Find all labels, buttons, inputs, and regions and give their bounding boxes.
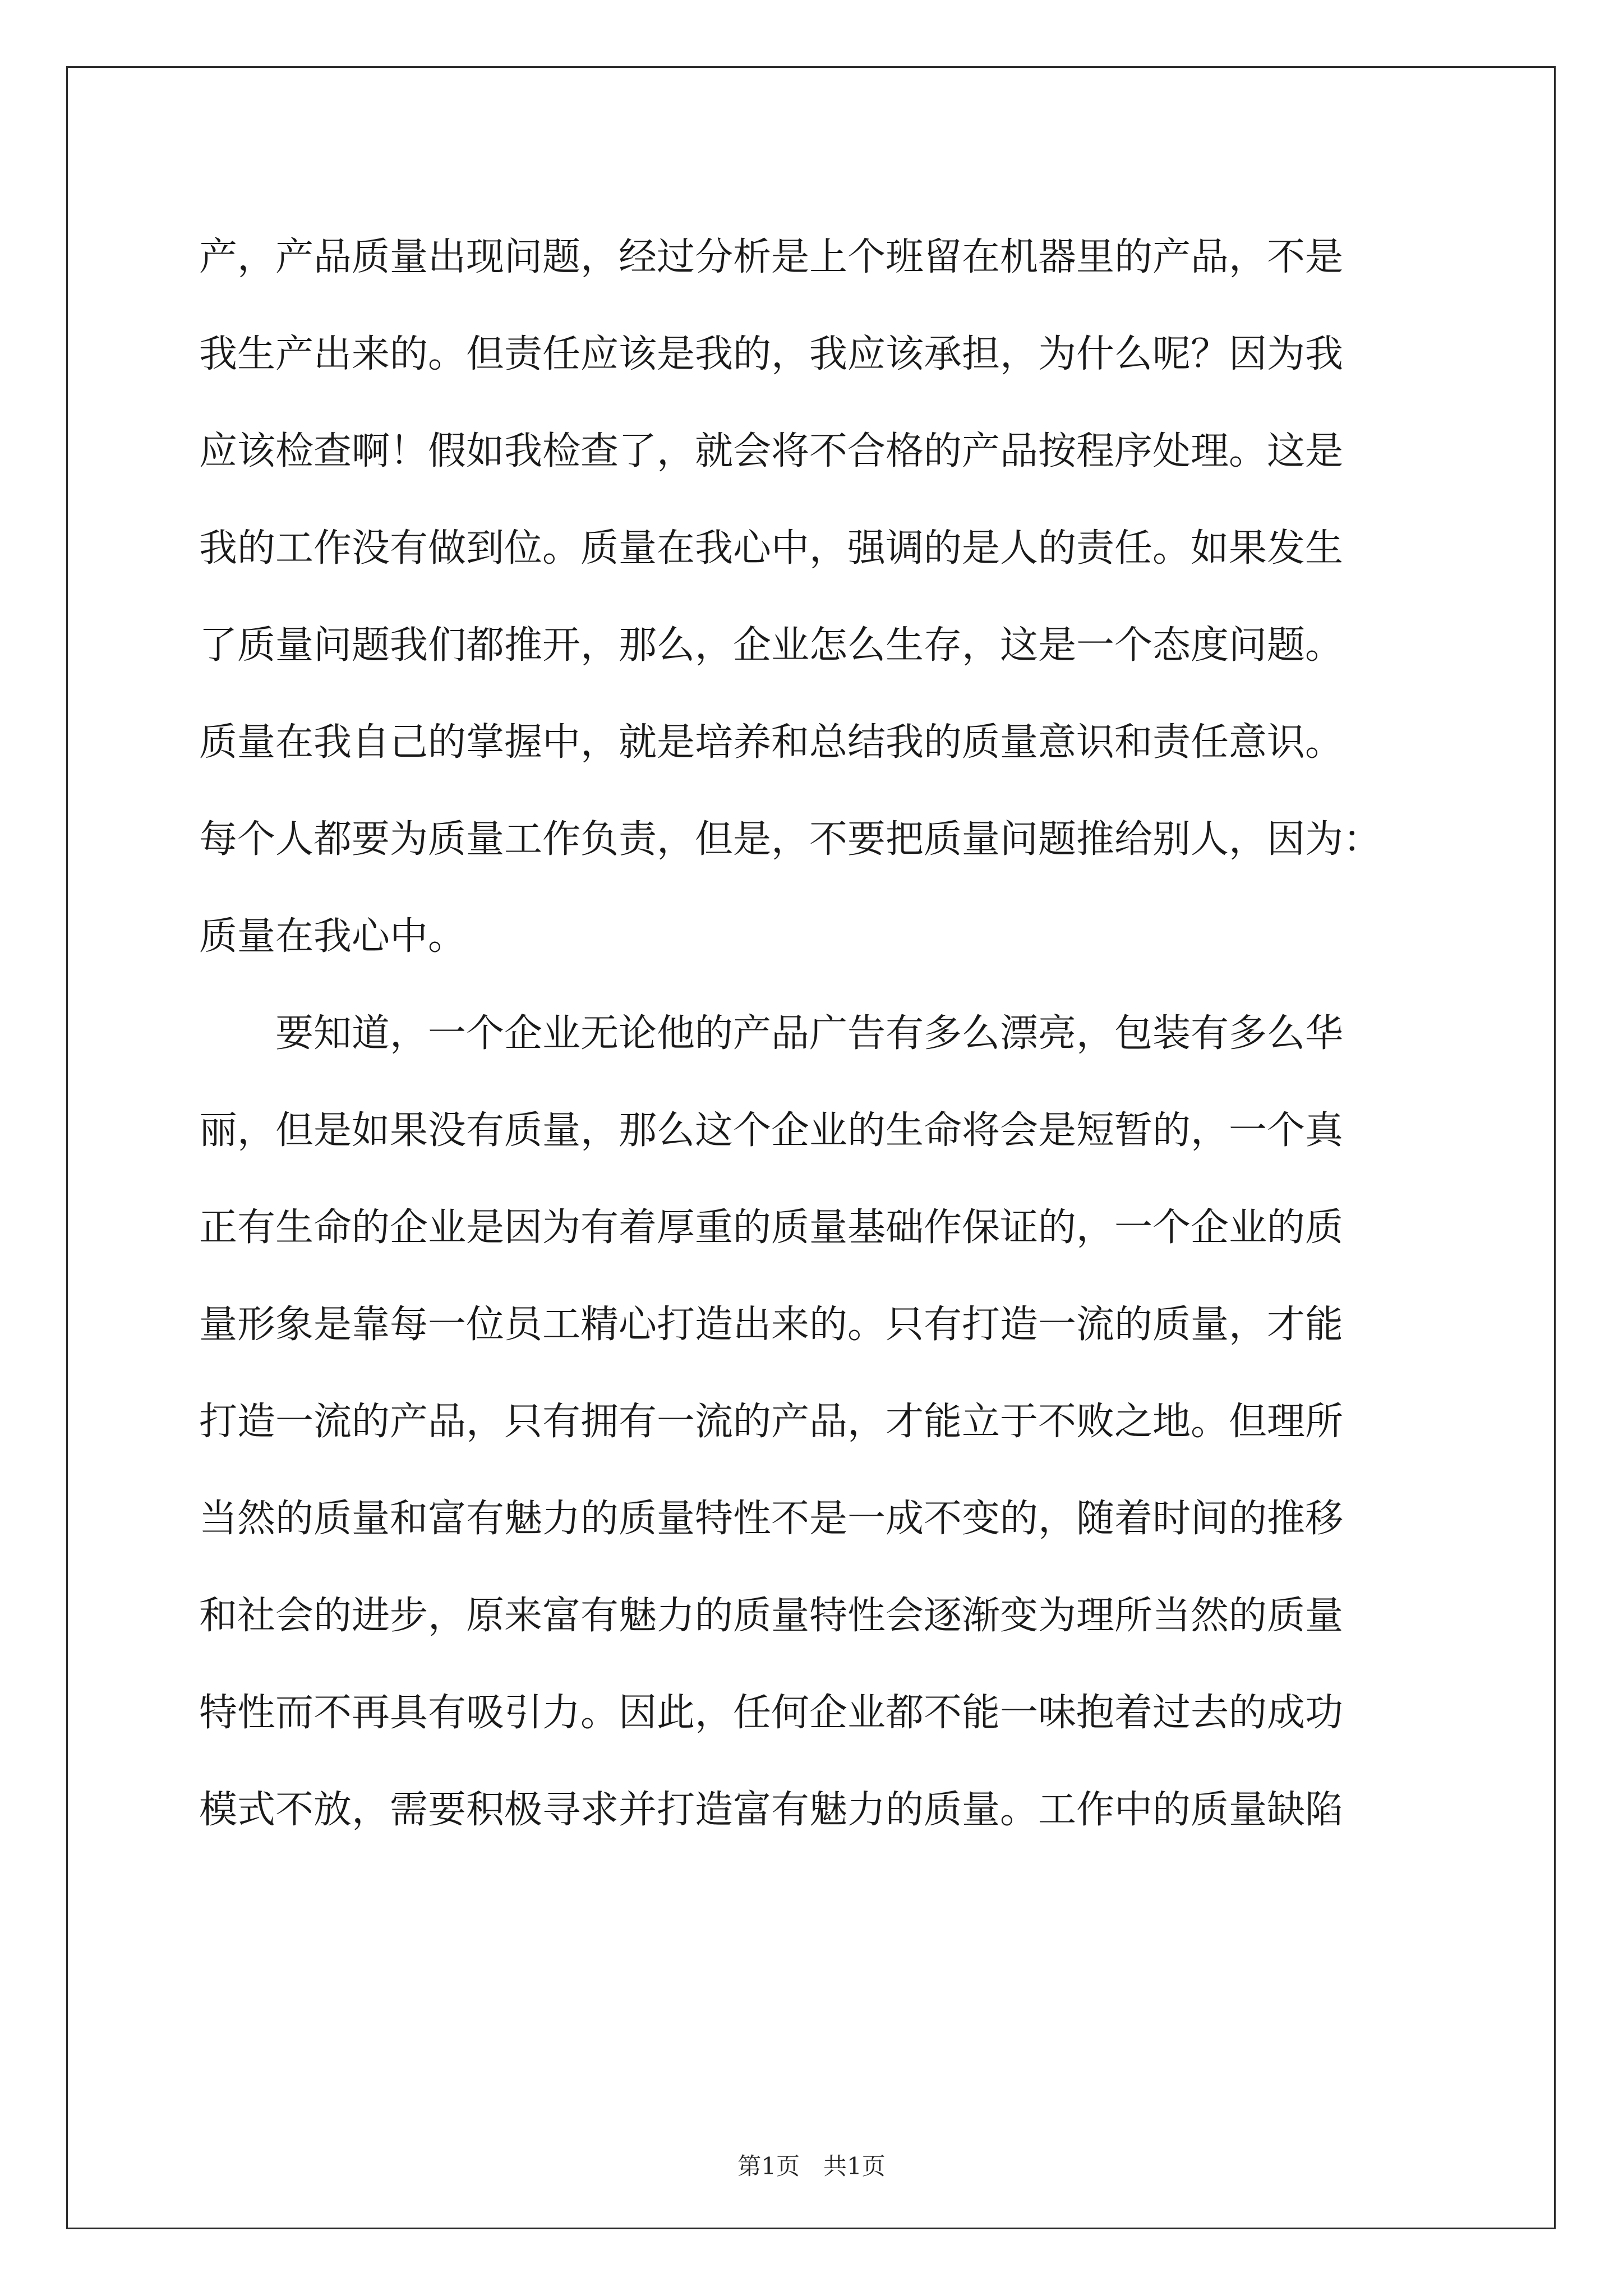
text-line: 我生产出来的。但责任应该是我的，我应该承担，为什么呢？因为我 — [199, 332, 1344, 376]
text-line: 质量在我自己的掌握中，就是培养和总结我的质量意识和责任意识。 — [199, 720, 1344, 765]
text-line: 了质量问题我们都推开，那么，企业怎么生存，这是一个态度问题。 — [199, 623, 1344, 668]
document-body — [199, 209, 1425, 1858]
page-number-footer: 第1页 共1页 — [737, 2152, 886, 2180]
text-line: 打造一流的产品，只有拥有一流的产品，才能立于不败之地。但理所 — [199, 1400, 1344, 1444]
text-line: 产，产品质量出现问题，经过分析是上个班留在机器里的产品，不是 — [199, 235, 1344, 279]
text-line: 丽，但是如果没有质量，那么这个企业的生命将会是短暂的，一个真 — [199, 1108, 1344, 1153]
text-line: 每个人都要为质量工作负责，但是，不要把质量问题推给别人，因为： — [199, 817, 1382, 862]
text-line: 我的工作没有做到位。质量在我心中，强调的是人的责任。如果发生 — [199, 526, 1344, 570]
text-line: 应该检查啊！假如我检查了，就会将不合格的产品按程序处理。这是 — [199, 429, 1344, 473]
text-line: 和社会的进步，原来富有魅力的质量特性会逐渐变为理所当然的质量 — [199, 1594, 1344, 1638]
text-line: 质量在我心中。 — [199, 914, 467, 959]
text-line: 正有生命的企业是因为有着厚重的质量基础作保证的，一个企业的质 — [199, 1205, 1344, 1250]
text-line: 量形象是靠每一位员工精心打造出来的。只有打造一流的质量，才能 — [199, 1303, 1344, 1347]
text-line: 模式不放，需要积极寻求并打造富有魅力的质量。工作中的质量缺陷 — [199, 1788, 1344, 1832]
text-line: 当然的质量和富有魅力的质量特性不是一成不变的，随着时间的推移 — [199, 1497, 1344, 1541]
text-line: 特性而不再具有吸引力。因此，任何企业都不能一味抱着过去的成功 — [199, 1691, 1344, 1735]
text-line: 要知道，一个企业无论他的产品广告有多么漂亮，包装有多么华 — [199, 1011, 1344, 1056]
